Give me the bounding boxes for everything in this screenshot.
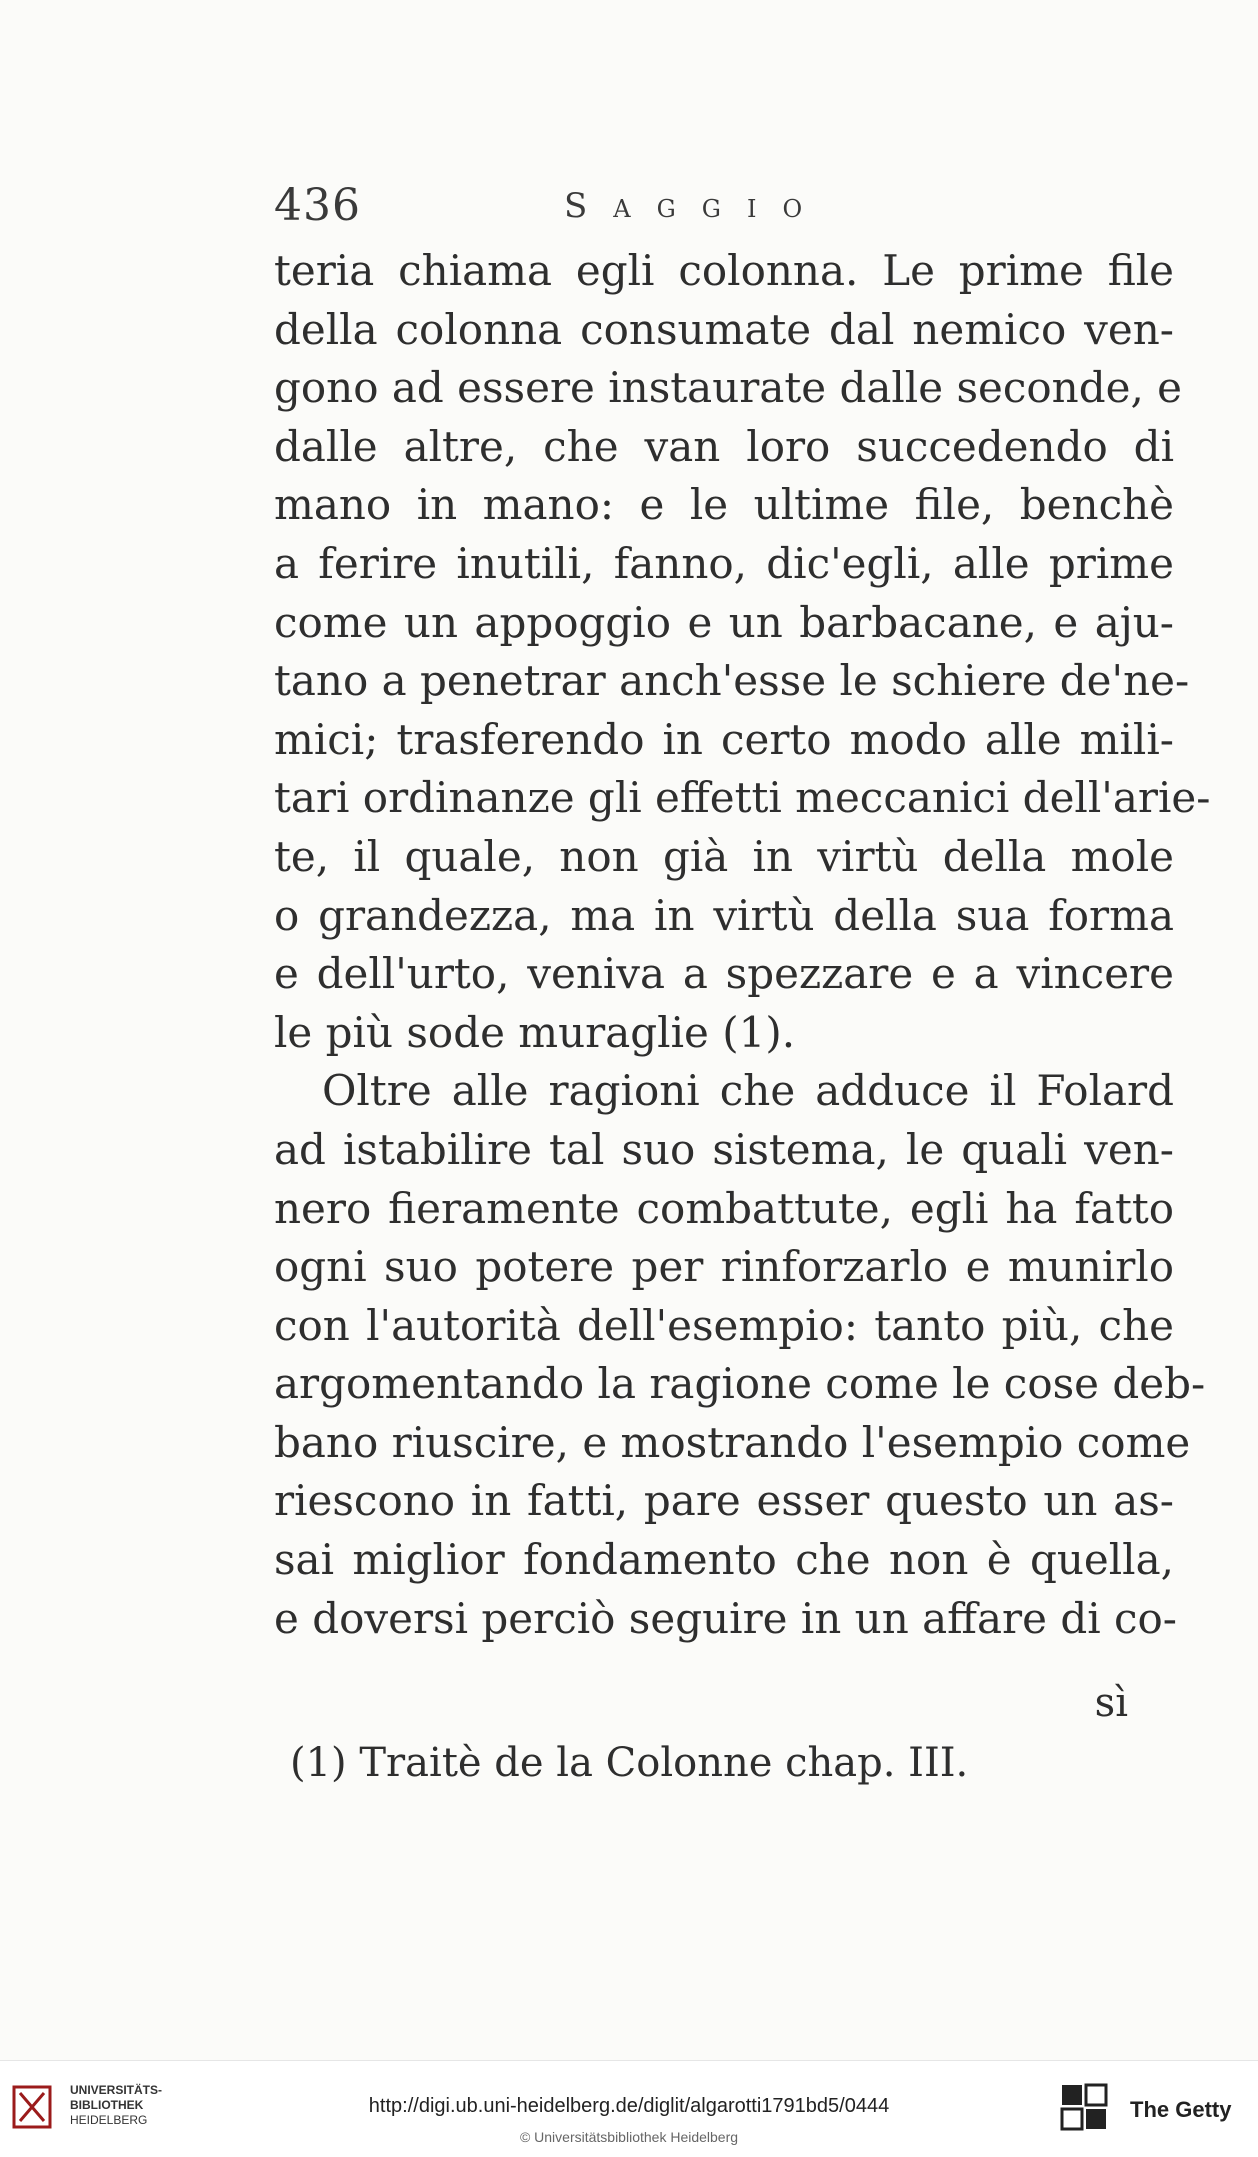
footnote: (1) Traitè de la Colonne chap. III. [290, 1740, 969, 1786]
text-line: sai miglior fondamento che non è quella, [274, 1535, 1174, 1585]
text-line: nero fieramente combattute, egli ha fatto [274, 1183, 1174, 1233]
catchword: sì [1094, 1680, 1128, 1726]
text-line: teria chiama egli colonna. Le prime file [274, 246, 1174, 295]
text-line: bano riuscire, e mostrando l'esempio come [274, 1417, 1191, 1467]
text-line: Oltre alle ragioni che adduce il Folard [322, 1066, 1174, 1116]
text-line: le più sode muraglie (1). [274, 1007, 796, 1057]
text-line: o grandezza, ma in virtù della sua forma [274, 890, 1174, 940]
permalink-url[interactable]: http://digi.ub.uni-heidelberg.de/diglit/algarotti1791bd5/0444 [368, 2095, 890, 2117]
viewer-footer [0, 2060, 1258, 2157]
text-line: della colonna consumate dal nemico ven- [274, 304, 1174, 354]
running-head: Saggio [564, 186, 829, 226]
text-line: gono ad essere instaurate dalle seconde, e [274, 363, 1183, 413]
text-line: dalle altre, che van loro succedendo di [274, 421, 1174, 471]
text-line: mici; trasferendo in certo modo alle mili- [274, 714, 1174, 764]
text-line: tari ordinanze gli effetti meccanici dell'arie- [274, 773, 1211, 823]
copyright-notice: © Universitätsbibliothek Heidelberg [519, 2129, 739, 2145]
getty-logo-icon [1060, 2083, 1108, 2133]
text-line: mano in mano: e le ultime file, benchè [274, 480, 1174, 530]
text-line: ad istabilire tal suo sistema, le quali ven- [274, 1124, 1174, 1174]
getty-name: The Getty [1130, 2097, 1232, 2122]
text-line: e dell'urto, veniva a spezzare e a vincere [274, 949, 1174, 999]
text-line: te, il quale, non già in virtù della mole [274, 831, 1174, 881]
text-line: come un appoggio e un barbacane, e aju- [274, 597, 1174, 647]
library-name: UNIVERSITÄTS- BIBLIOTHEK HEIDELBERG [70, 2083, 163, 2127]
body-text [274, 242, 1211, 1648]
page-number: 436 [274, 180, 361, 231]
text-line: ogni suo potere per rinforzarlo e munirlo [274, 1242, 1174, 1292]
text-line: tano a penetrar anch'esse le schiere de'ne- [274, 656, 1190, 706]
text-line: riescono in fatti, pare esser questo un as- [274, 1476, 1174, 1526]
text-line: argomentando la ragione come le cose deb- [274, 1359, 1206, 1409]
page-header [274, 180, 1174, 240]
text-line: a ferire inutili, fanno, dic'egli, alle prime [274, 538, 1174, 588]
text-line: e doversi perciò seguire in un affare di co- [274, 1593, 1177, 1643]
text-line: con l'autorità dell'esempio: tanto più, che [274, 1300, 1174, 1350]
